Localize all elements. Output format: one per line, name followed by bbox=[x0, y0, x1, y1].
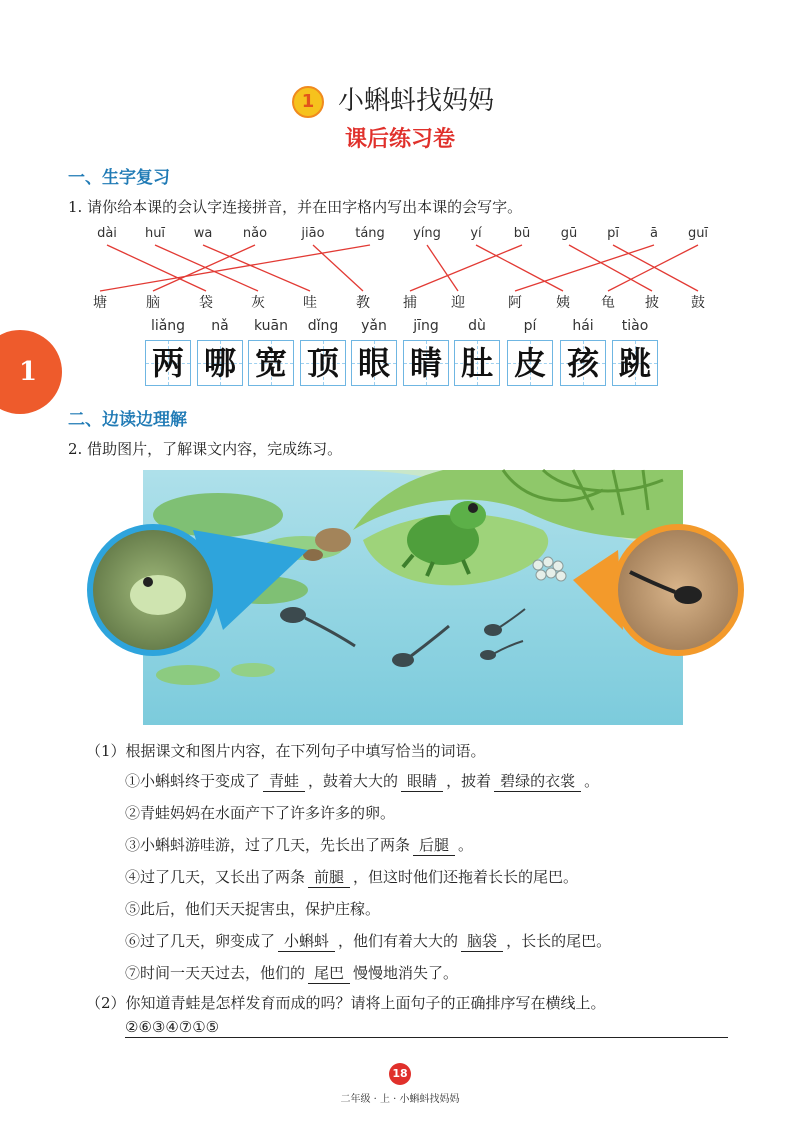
writing-grid[interactable] bbox=[145, 340, 191, 386]
match-line bbox=[410, 245, 522, 291]
question-2: 2. 借助图片，了解课文内容，完成练习。 bbox=[68, 440, 343, 458]
fill-blank[interactable]: 小蝌蚪 bbox=[278, 930, 335, 952]
sentence-text: 。 bbox=[458, 836, 474, 854]
sentence-text: ⑤此后，他们天天捉害虫，保护庄稼。 bbox=[125, 900, 381, 918]
writing-pinyin-item: tiào bbox=[621, 318, 649, 334]
fill-blank[interactable]: 青蛙 bbox=[263, 770, 305, 792]
character-item: 披 bbox=[645, 295, 659, 311]
fill-blank[interactable]: 尾巴 bbox=[308, 962, 350, 984]
sentence-4 bbox=[125, 866, 578, 888]
sentence-3 bbox=[125, 834, 473, 856]
sentence-text: ，长长的尾巴。 bbox=[506, 932, 612, 950]
match-line bbox=[515, 245, 654, 291]
writing-grid[interactable] bbox=[248, 340, 294, 386]
page-number: 18 bbox=[389, 1063, 411, 1085]
sentence-text: 。 bbox=[584, 772, 600, 790]
fill-blank[interactable]: 脑袋 bbox=[461, 930, 503, 952]
pinyin-item: wa bbox=[193, 226, 213, 241]
character-row bbox=[0, 292, 800, 312]
sentence-7 bbox=[125, 962, 458, 984]
writing-pinyin-item: nǎ bbox=[211, 318, 229, 334]
answer-line bbox=[125, 1037, 728, 1038]
writing-pinyin-item: dǐng bbox=[307, 318, 339, 334]
pinyin-item: huī bbox=[144, 226, 166, 241]
sentence-2 bbox=[125, 802, 395, 823]
writing-pinyin-item: kuān bbox=[253, 318, 289, 334]
character-item: 姨 bbox=[556, 295, 570, 311]
sentence-text: ，鼓着大大的 bbox=[308, 772, 399, 790]
writing-pinyin-item: yǎn bbox=[361, 318, 387, 334]
part-2-prompt: （2）你知道青蛙是怎样发育而成的吗？请将上面句子的正确排序写在横线上。 bbox=[86, 994, 606, 1012]
match-line bbox=[107, 245, 206, 291]
writing-grid[interactable] bbox=[403, 340, 449, 386]
pinyin-item: ā bbox=[650, 226, 658, 241]
character-item: 捕 bbox=[403, 295, 417, 311]
pinyin-item: dài bbox=[97, 226, 117, 241]
match-line bbox=[203, 245, 310, 291]
match-line bbox=[100, 245, 370, 291]
side-tab-label: 1 bbox=[18, 357, 38, 387]
character-item: 袋 bbox=[199, 295, 213, 311]
writing-grid[interactable] bbox=[454, 340, 500, 386]
grid-character: 皮 bbox=[513, 344, 546, 382]
pinyin-item: bū bbox=[513, 226, 531, 241]
fill-blank[interactable]: 前腿 bbox=[308, 866, 350, 888]
chapter-side-tab bbox=[0, 330, 62, 414]
writing-pinyin-item: dù bbox=[468, 318, 486, 334]
writing-grid[interactable] bbox=[560, 340, 606, 386]
match-line bbox=[427, 245, 458, 291]
lesson-number-badge: 1 bbox=[292, 86, 324, 118]
match-line bbox=[569, 245, 652, 291]
pinyin-item: gū bbox=[560, 226, 578, 241]
grid-character: 两 bbox=[151, 344, 184, 382]
grid-character: 肚 bbox=[460, 344, 493, 382]
writing-pinyin-row bbox=[0, 318, 800, 338]
part-1-prompt: （1）根据课文和图片内容，在下列句子中填写恰当的词语。 bbox=[86, 742, 486, 760]
sentence-5 bbox=[125, 898, 380, 919]
section-heading-1: 一、生字复习 bbox=[68, 168, 170, 188]
sentence-6 bbox=[125, 930, 611, 952]
tadpole-illustration bbox=[143, 470, 683, 725]
page-title: 小蝌蚪找妈妈 bbox=[338, 86, 495, 116]
sentence-text: ，披着 bbox=[446, 772, 492, 790]
grid-character: 孩 bbox=[566, 344, 599, 382]
sentence-text: ，但这时他们还拖着长长的尾巴。 bbox=[353, 868, 579, 886]
sentence-text: ④过了几天，又长出了两条 bbox=[125, 868, 306, 886]
character-item: 阿 bbox=[508, 295, 522, 311]
character-item: 脑 bbox=[146, 295, 160, 311]
page-subtitle: 课后练习卷 bbox=[344, 126, 455, 152]
pinyin-item: jiāo bbox=[301, 226, 325, 241]
pinyin-item: guī bbox=[687, 226, 709, 241]
pinyin-item: yíng bbox=[413, 226, 441, 241]
sentence-text: ⑦时间一天天过去，他们的 bbox=[125, 964, 306, 982]
grid-character: 眼 bbox=[357, 344, 390, 382]
character-item: 鼓 bbox=[691, 295, 705, 311]
match-line bbox=[155, 245, 258, 291]
question-1: 1. 请你给本课的会认字连接拼音，并在田字格内写出本课的会写字。 bbox=[68, 198, 523, 216]
fill-blank[interactable]: 后腿 bbox=[413, 834, 455, 856]
character-item: 龟 bbox=[601, 295, 615, 311]
sentence-1 bbox=[125, 770, 599, 792]
writing-pinyin-item: liǎng bbox=[150, 318, 186, 334]
sentence-text: ①小蝌蚪终于变成了 bbox=[125, 772, 261, 790]
pinyin-item: pī bbox=[607, 226, 619, 241]
sentence-text: ，他们有着大大的 bbox=[338, 932, 459, 950]
writing-grid[interactable] bbox=[351, 340, 397, 386]
character-item: 塘 bbox=[93, 295, 107, 311]
sentence-text: ⑥过了几天，卵变成了 bbox=[125, 932, 276, 950]
writing-pinyin-item: hái bbox=[572, 318, 594, 334]
character-item: 迎 bbox=[451, 295, 465, 311]
match-line bbox=[313, 245, 363, 291]
match-line bbox=[476, 245, 563, 291]
writing-grid[interactable] bbox=[612, 340, 658, 386]
character-item: 灰 bbox=[251, 295, 265, 311]
writing-grid[interactable] bbox=[300, 340, 346, 386]
sentence-text: ③小蝌蚪游哇游，过了几天，先长出了两条 bbox=[125, 836, 411, 854]
writing-pinyin-item: pí bbox=[523, 318, 537, 334]
section-heading-2: 二、边读边理解 bbox=[68, 410, 187, 430]
fill-blank[interactable]: 碧绿的衣裳 bbox=[494, 770, 581, 792]
sentence-text: ②青蛙妈妈在水面产下了许多许多的卵。 bbox=[125, 804, 396, 822]
sentence-text: 慢慢地消失了。 bbox=[353, 964, 459, 982]
order-answer[interactable]: ②⑥③④⑦①⑤ bbox=[125, 1018, 220, 1036]
writing-pinyin-item: jīng bbox=[413, 318, 439, 334]
grid-character: 宽 bbox=[254, 344, 287, 382]
pinyin-item: nǎo bbox=[242, 226, 268, 241]
grid-character: 跳 bbox=[618, 344, 651, 382]
fill-blank[interactable]: 眼睛 bbox=[401, 770, 443, 792]
writing-grid[interactable] bbox=[197, 340, 243, 386]
writing-grid[interactable] bbox=[507, 340, 553, 386]
grid-character: 哪 bbox=[203, 344, 236, 382]
grid-character: 睛 bbox=[409, 344, 442, 382]
grid-character: 顶 bbox=[306, 344, 339, 382]
match-line bbox=[153, 245, 255, 291]
pinyin-item: yí bbox=[470, 226, 482, 241]
pinyin-item: táng bbox=[355, 226, 385, 241]
footer-caption: 二年级 · 上 · 小蝌蚪找妈妈 bbox=[340, 1094, 460, 1105]
character-item: 哇 bbox=[303, 295, 317, 311]
matching-lines bbox=[0, 0, 800, 320]
character-item: 教 bbox=[356, 295, 370, 311]
